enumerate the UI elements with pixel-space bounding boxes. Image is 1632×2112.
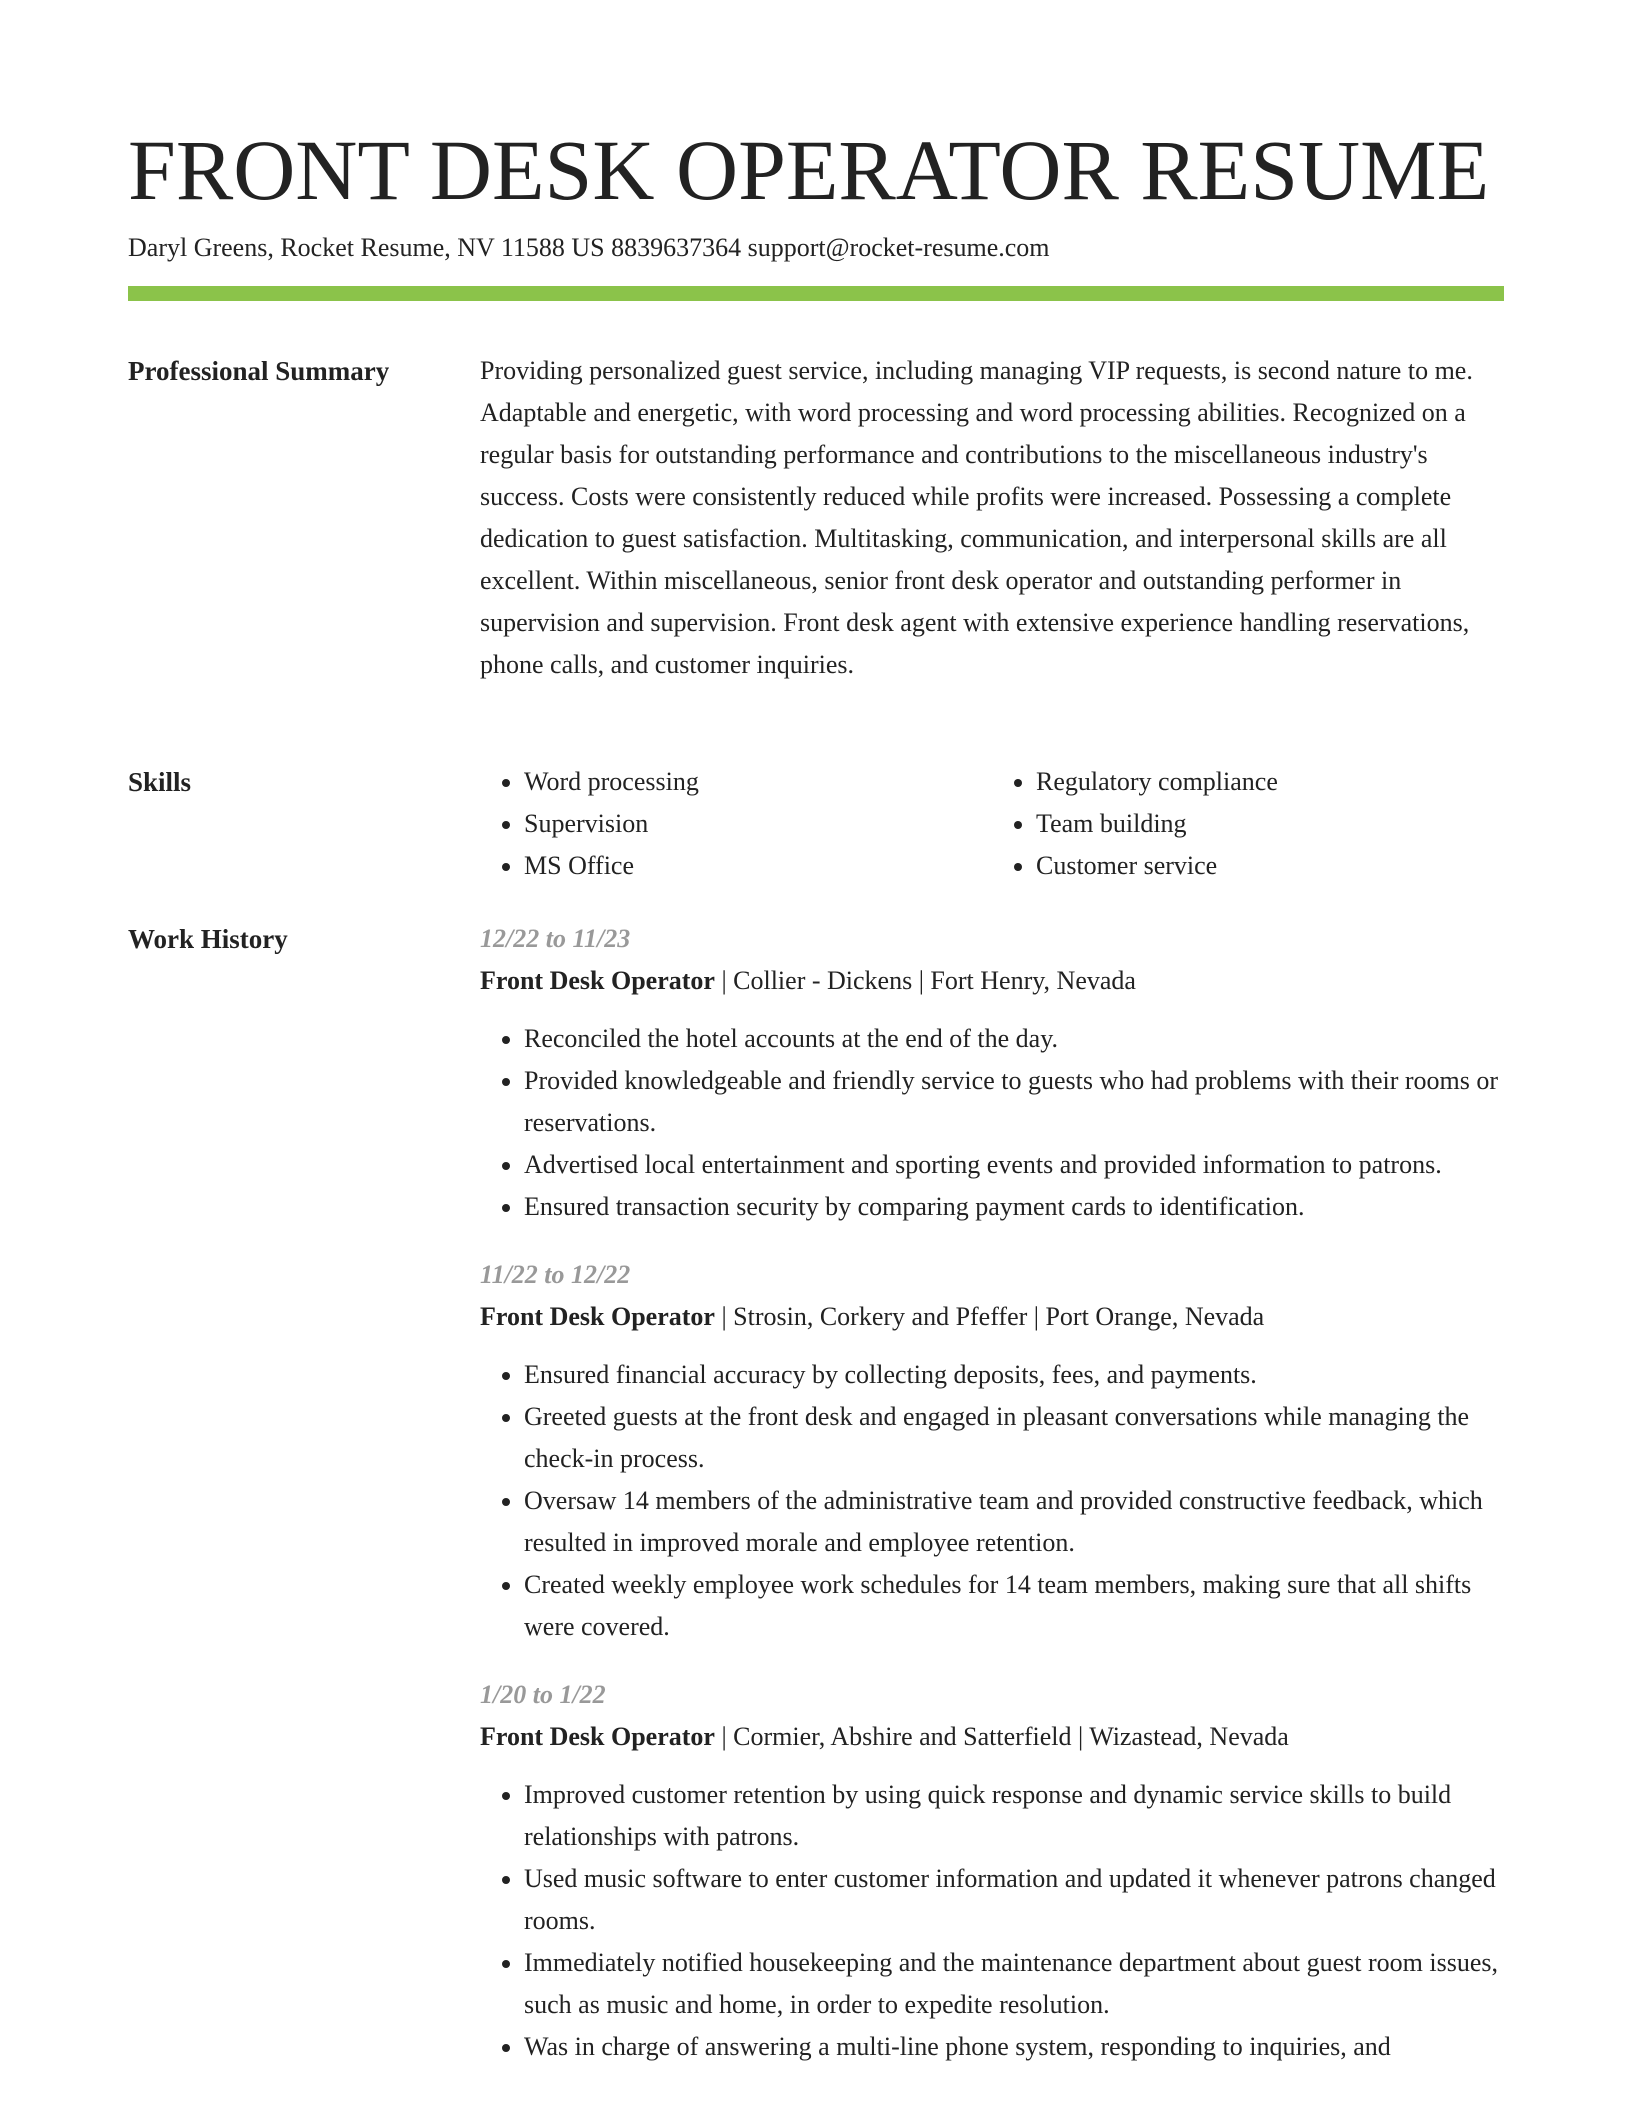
job-bullet: • Improved customer retention by using quick response and dynamic service skills to build relationships with patrons. — [524, 1774, 1504, 1858]
job-bullets — [480, 1774, 1504, 2068]
skill-item: • Regulatory compliance — [1036, 761, 1504, 803]
skills-list-left — [480, 761, 992, 887]
contact-line: Daryl Greens, Rocket Resume, NV 11588 US 8839637364 support@rocket-resume.com — [128, 233, 1050, 262]
summary-text: Providing personalized guest service, including managing VIP requests, is second nature to me. Adaptable and energetic, with word processing and word processing abilities. Recognized on a regular basis for outstanding performance and contributions to the miscellaneous industry's success. Costs were consistently reduced while profits were increased. Possessing a complete dedication to guest satisfaction. Multitasking, communication, and interpersonal skills are all excellent. Within miscellaneous, senior front desk operator and outstanding performer in supervision and supervision. Front desk agent with extensive experience handling reservations, phone calls, and customer inquiries. — [480, 356, 1473, 679]
skill-item: • MS Office — [524, 845, 992, 887]
job-bullet: • Was in charge of answering a multi-line phone system, responding to inquiries, and — [524, 2026, 1504, 2068]
work-history-body — [480, 918, 1504, 2094]
skills-list-right — [992, 761, 1504, 887]
job-bullet: • Created weekly employee work schedules for 14 team members, making sure that all shifts were covered. — [524, 1564, 1504, 1648]
resume-title: FRONT DESK OPERATOR RESUME — [128, 122, 1490, 218]
job-bullets — [480, 1354, 1504, 1648]
job-heading — [480, 1296, 1504, 1338]
job-bullet: • Greeted guests at the front desk and engaged in pleasant conversations while managing the check-in process. — [524, 1396, 1504, 1480]
job-title: Front Desk Operator — [480, 1302, 715, 1331]
job-details: | Collier - Dickens | Fort Henry, Nevada — [714, 966, 1136, 995]
header-divider — [128, 286, 1504, 301]
job-details: | Strosin, Corkery and Pfeffer | Port Orange, Nevada — [714, 1302, 1265, 1331]
job-bullet: • Immediately notified housekeeping and the maintenance department about guest room issues, such as music and home, in order to expedite resolution. — [524, 1942, 1504, 2026]
job-bullet: • Oversaw 14 members of the administrative team and provided constructive feedback, which resulted in improved morale and employee retention. — [524, 1480, 1504, 1564]
job-entry — [480, 918, 1504, 1228]
job-entry — [480, 1254, 1504, 1648]
skills-label: Skills — [128, 767, 192, 797]
job-entry — [480, 1674, 1504, 2068]
job-bullets — [480, 1018, 1504, 1228]
skill-item: • Supervision — [524, 803, 992, 845]
summary-label: Professional Summary — [128, 356, 390, 386]
work-history-label: Work History — [128, 924, 288, 954]
job-date: 12/22 to 11/23 — [480, 924, 631, 953]
skills-columns — [480, 761, 1504, 887]
job-bullet: • Ensured transaction security by comparing payment cards to identification. — [524, 1186, 1504, 1228]
job-details: | Cormier, Abshire and Satterfield | Wizastead, Nevada — [714, 1722, 1289, 1751]
job-heading — [480, 960, 1504, 1002]
summary-body — [480, 350, 1504, 686]
skill-item: • Customer service — [1036, 845, 1504, 887]
job-bullet: • Reconciled the hotel accounts at the end of the day. — [524, 1018, 1504, 1060]
skills-body — [480, 761, 1504, 887]
job-bullet: • Advertised local entertainment and sporting events and provided information to patrons. — [524, 1144, 1504, 1186]
skill-item: • Team building — [1036, 803, 1504, 845]
skill-item: • Word processing — [524, 761, 992, 803]
job-bullet: • Provided knowledgeable and friendly service to guests who had problems with their rooms or reservations. — [524, 1060, 1504, 1144]
job-title: Front Desk Operator — [480, 1722, 715, 1751]
job-heading — [480, 1716, 1504, 1758]
job-date: 1/20 to 1/22 — [480, 1680, 606, 1709]
job-bullet: • Ensured financial accuracy by collecting deposits, fees, and payments. — [524, 1354, 1504, 1396]
job-bullet: • Used music software to enter customer information and updated it whenever patrons changed rooms. — [524, 1858, 1504, 1942]
job-title: Front Desk Operator — [480, 966, 715, 995]
job-date: 11/22 to 12/22 — [480, 1260, 631, 1289]
